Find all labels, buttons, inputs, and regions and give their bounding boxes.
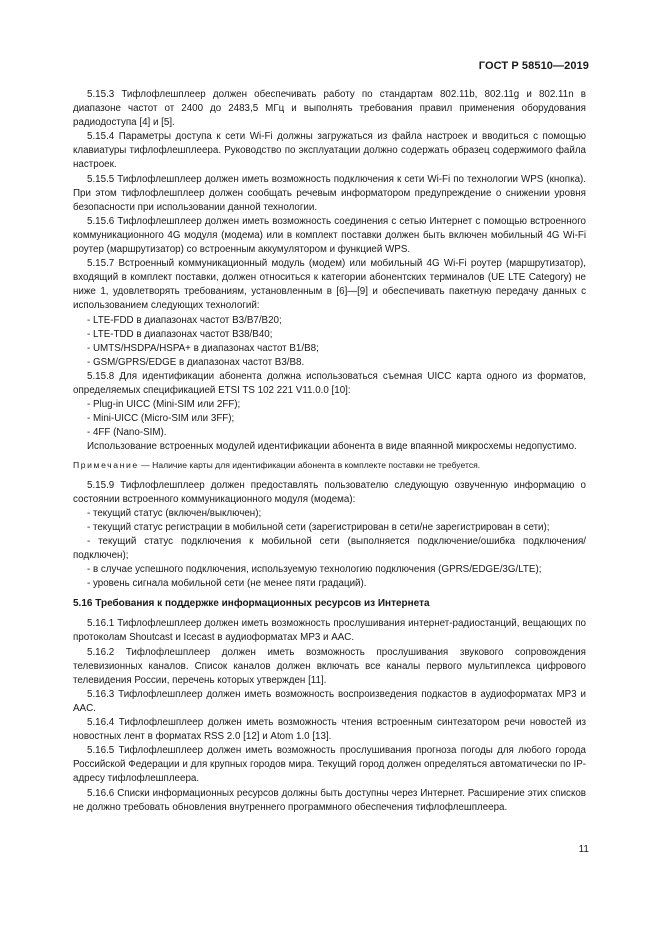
list-item: - LTE-FDD в диапазонах частот B3/B7/B20; xyxy=(87,314,282,326)
note-text: — Наличие карты для идентификации абонента в комплекте поставки не требуется. xyxy=(138,460,481,471)
list-item: - текущий статус (включен/выключен); xyxy=(87,507,262,519)
clause-5-16-4: 5.16.4 Тифлофлешплеер должен иметь возможность чтения встроенным синтезатором речи новостей из новостных лент в форматах RSS 2.0 [12] и Atom 1.0 [13]. xyxy=(73,717,586,743)
clause-5-15-5: 5.15.5 Тифлофлешплеер должен иметь возможность подключения к сети Wi-Fi по технологии WPS (кнопка). При этом тифлофлешплеер должен сообщать речевым информатором предупреждение о снижении уровня безопасности при использовании данной технологии. xyxy=(73,173,586,213)
note xyxy=(73,458,586,472)
clause-5-16-2: 5.16.2 Тифлофлешплеер должен иметь возможность прослушивания звукового сопровождения телевизионных каналов. Список каналов должен включать все каналы первого мультиплекса цифрового телевидения России, перечень которых утвержден [11]. xyxy=(73,646,586,686)
clause-5-15-7: 5.15.7 Встроенный коммуникационный модуль (модем) или мобильный 4G Wi-Fi роутер (маршрутизатор), входящий в комплект поставки, должен относиться к категории абонентских терминалов (UE LTE Category) не ниже 1, удовлетворять требованиям, установленным в [6]—[9] и обеспечивать пакетную передачу данных с использованием следующих технологий: xyxy=(73,258,586,312)
document-body xyxy=(73,88,586,815)
list-item: - текущий статус регистрации в мобильной сети (зарегистрирован в сети/не зарегистрирован в сети); xyxy=(87,521,550,533)
page-number: 11 xyxy=(578,844,589,855)
list-item: - UMTS/HSDPA/HSPA+ в диапазонах частот B1/B8; xyxy=(87,342,319,354)
list-item: - Plug-in UICC (Mini-SIM или 2FF); xyxy=(87,399,241,411)
clause-5-15-8-continuation: Использование встроенных модулей идентификации абонента в виде впаянной микросхемы недопустимо. xyxy=(87,441,577,453)
clause-5-15-6: 5.15.6 Тифлофлешплеер должен иметь возможность соединения с сетью Интернет с помощью встроенного коммуникационного 4G модуля (модема) или в комплект поставки должен быть включен мобильный 4G Wi-Fi роутер (маршрутизатор) со встроенным аккумулятором и функцией WPS. xyxy=(73,215,586,256)
list-item: - Mini-UICC (Micro-SIM или 3FF); xyxy=(87,413,235,425)
list-item: - в случае успешного подключения, используемую технологию подключения (GPRS/EDGE/3G/LTE); xyxy=(87,564,542,576)
clause-5-15-9: 5.15.9 Тифлофлешплеер должен предоставлять пользователю следующую озвученную информацию о состоянии встроенного коммуникационного модуля (модема): xyxy=(73,479,586,505)
clause-5-15-3: 5.15.3 Тифлофлешплеер должен обеспечивать работу по стандартам 802.11b, 802.11g и 802.11n в диапазоне частот от 2400 до 2483,5 МГц и выполнять требования правил применения оборудования радиодоступа [4] и [5]. xyxy=(73,89,586,129)
clause-5-16-5: 5.16.5 Тифлофлешплеер должен иметь возможность прослушивания прогноза погоды для любого города Российской Федерации и для крупных городов мира. Текущий город должен определяться автоматически по IP-адресу тифлофлешплеера. xyxy=(73,745,586,785)
list-item: - уровень сигнала мобильной сети (не менее пяти градаций). xyxy=(87,578,367,590)
clause-5-15-4: 5.15.4 Параметры доступа к сети Wi-Fi должны загружаться из файла настроек и вводиться с помощью клавиатуры тифлофлешплеера. Руководство по эксплуатации должно содержать образец содержимого файла настроек. xyxy=(73,131,586,171)
clause-5-16-1: 5.16.1 Тифлофлешплеер должен иметь возможность прослушивания интернет-радиостанций, вещающих по протоколам Shoutcast и Icecast в аудиоформатах MP3 и AAC. xyxy=(73,618,586,644)
clause-5-16-6: 5.16.6 Списки информационных ресурсов должны быть доступны через Интернет. Расширение этих списков не должно требовать обновления внутреннего программного обеспечения тифлофлешплеера. xyxy=(73,787,586,813)
list-item: - LTE-TDD в диапазонах частот B38/B40; xyxy=(87,328,273,340)
clause-5-16-3: 5.16.3 Тифлофлешплеер должен иметь возможность воспроизведения подкастов в аудиоформатах MP3 и AAC. xyxy=(73,688,586,714)
section-5-16-title: 5.16 Требования к поддержке информационных ресурсов из Интернета xyxy=(73,598,430,610)
clause-5-15-8: 5.15.8 Для идентификации абонента должна использоваться съемная UICC карта одного из форматов, определяемых спецификацией ETSI TS 102 221 V11.0.0 [10]: xyxy=(73,370,586,396)
note-label: Примечание xyxy=(73,460,139,471)
list-item: - текущий статус подключения к мобильной сети (выполняется подключение/ошибка подключения/подключен); xyxy=(73,535,586,561)
document-standard-header: ГОСТ Р 58510—2019 xyxy=(478,60,589,72)
list-item: - GSM/GPRS/EDGE в диапазонах частот B3/B8. xyxy=(87,356,305,368)
list-item: - 4FF (Nano-SIM). xyxy=(87,427,167,439)
